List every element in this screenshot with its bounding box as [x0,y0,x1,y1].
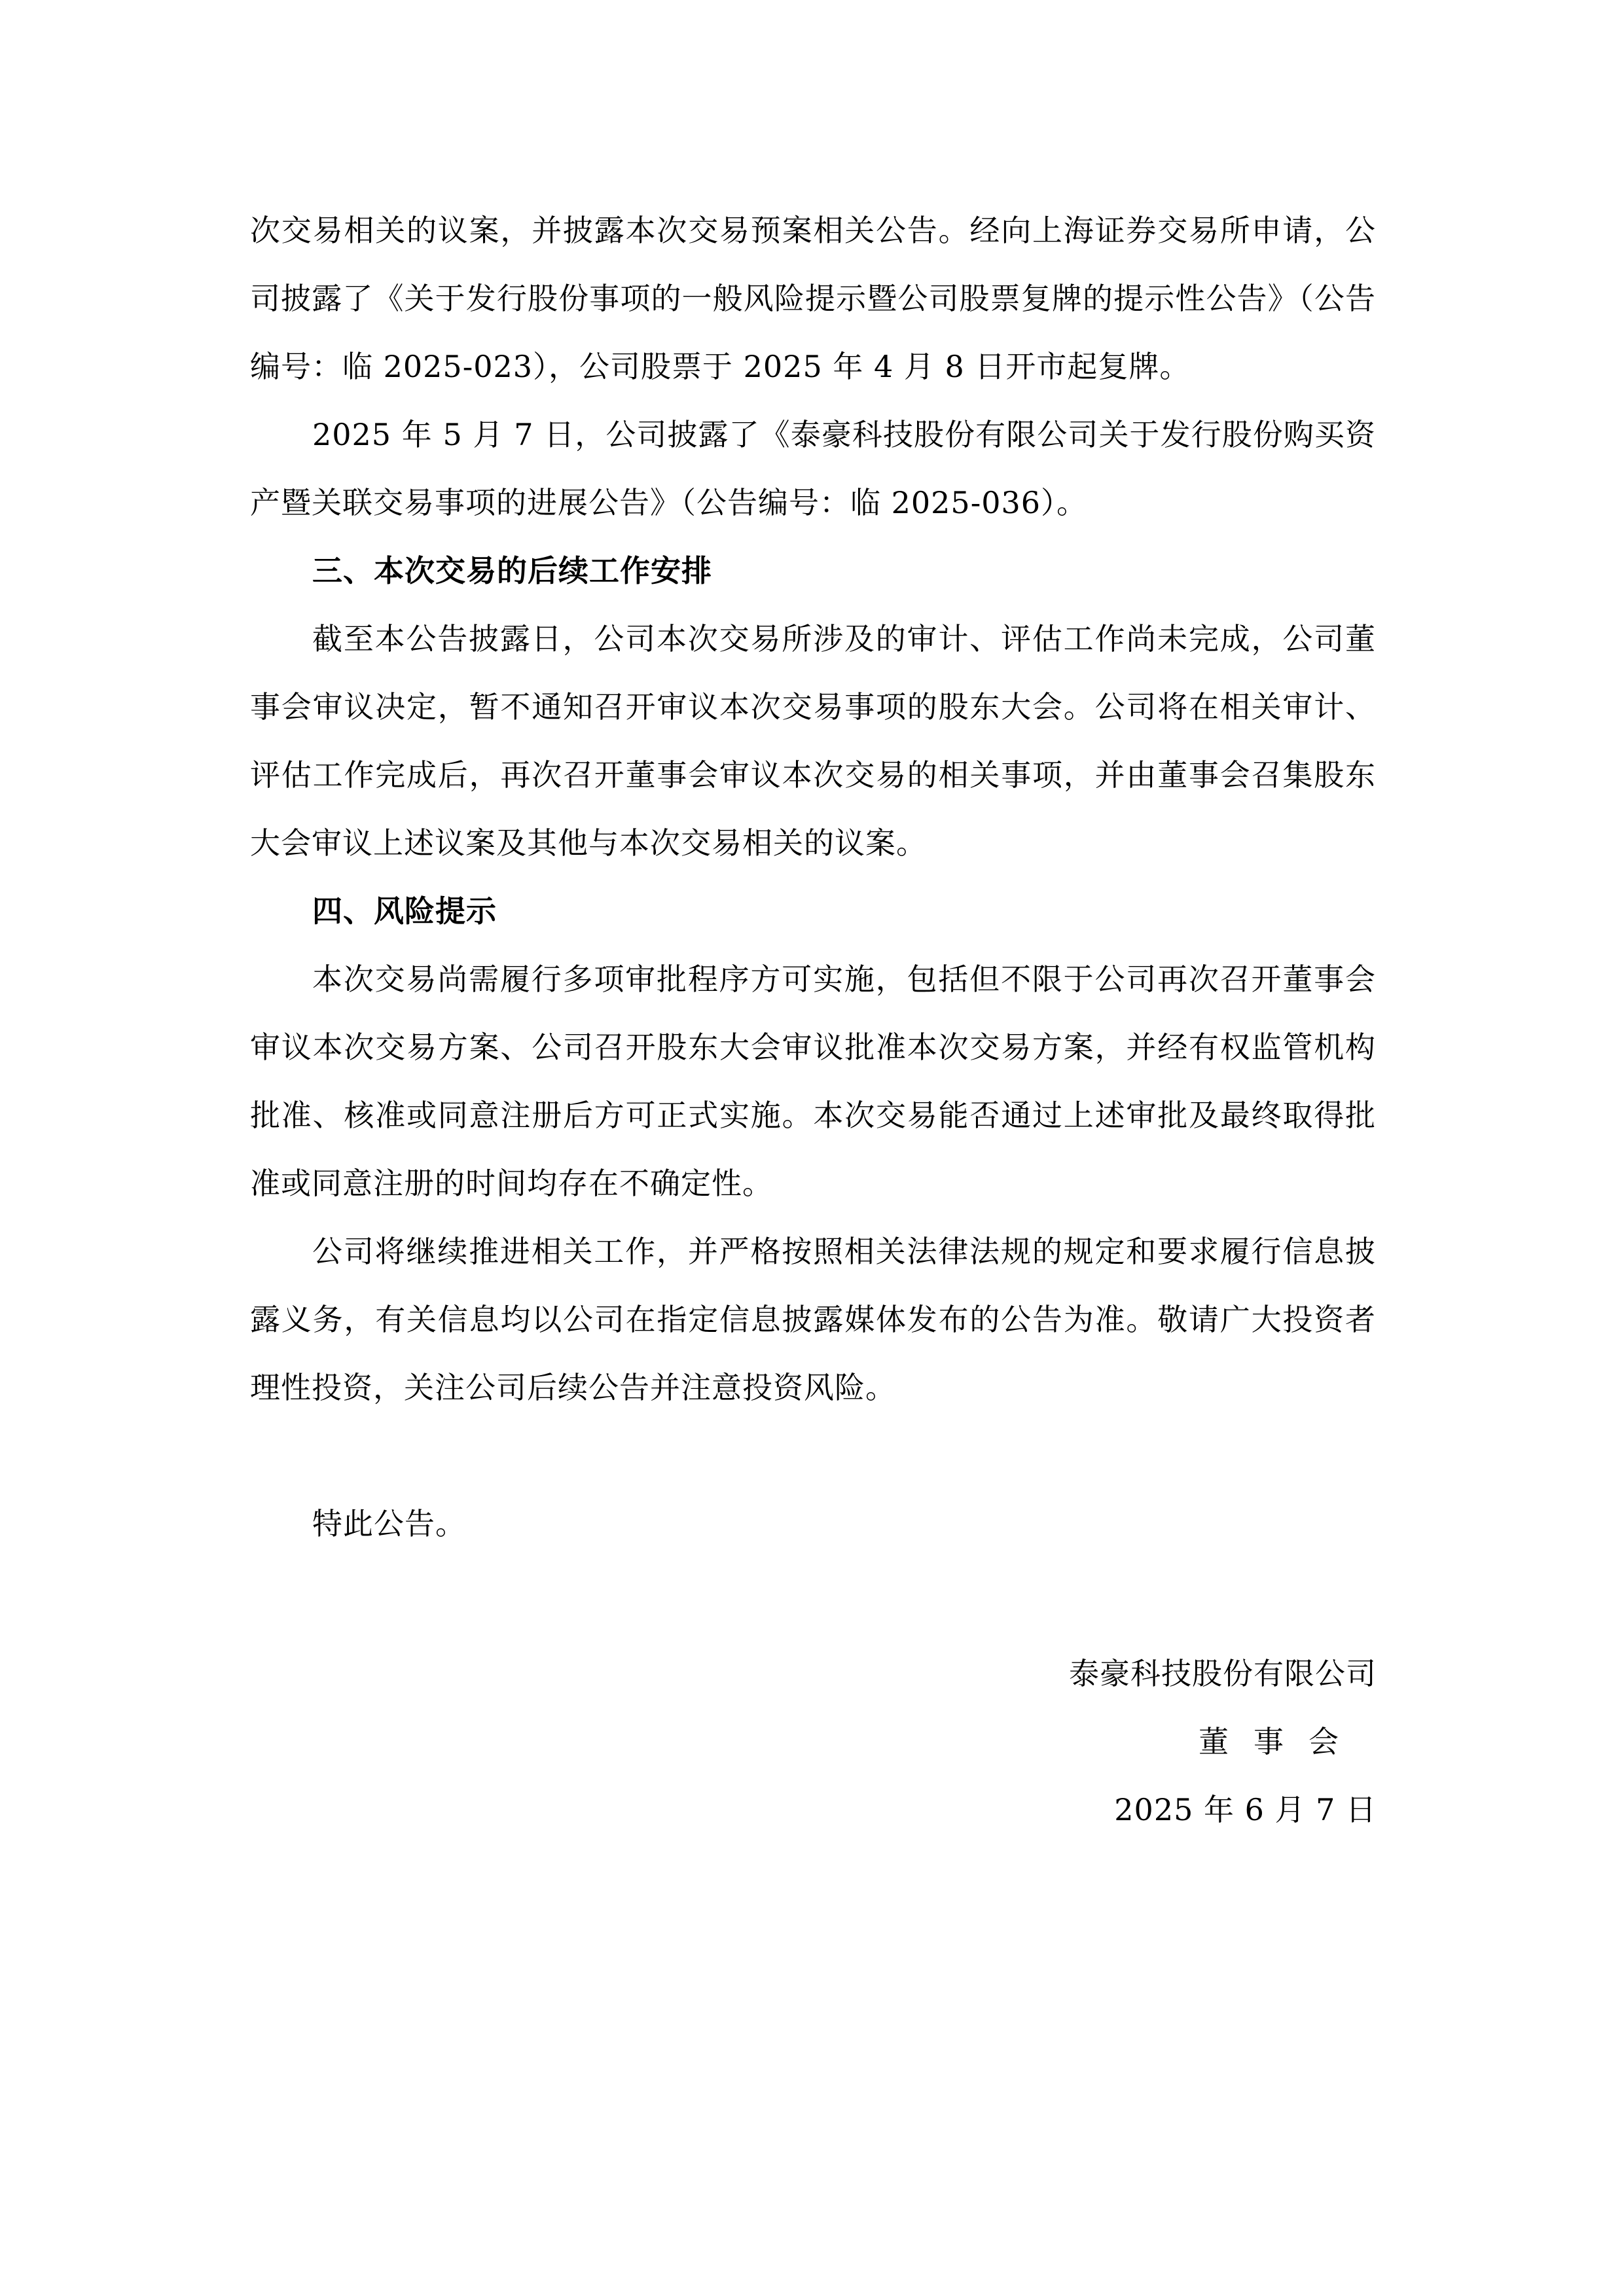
signature-company: 泰豪科技股份有限公司 [1069,1656,1377,1691]
signature-date: 2025 年 6 月 7 日 [1114,1792,1377,1827]
paragraph-may-disclosure: 2025 年 5 月 7 日，公司披露了《泰豪科技股份有限公司关于发行股份购买资产暨关联交易事项的进展公告》（公告编号：临 2025-036）。 [250,417,1376,520]
signature-block [1069,1640,1377,1844]
section-heading-risk: 四、风险提示 [312,893,497,929]
signature-board: 董事会 [1199,1724,1363,1759]
paragraph-risk-approval: 本次交易尚需履行多项审批程序方可实施，包括但不限于公司再次召开董事会审议本次交易方案、公司召开股东大会审议批准本次交易方案，并经有权监管机构批准、核准或同意注册后方可正式实施。本次交易能否通过上述审批及最终取得批准或同意注册的时间均存在不确定性。 [250,961,1376,1201]
paragraph-risk-disclosure: 公司将继续推进相关工作，并严格按照相关法律法规的规定和要求履行信息披露义务，有关信息均以公司在指定信息披露媒体发布的公告为准。敬请广大投资者理性投资，关注公司后续公告并注意投资风险。 [250,1234,1376,1405]
section-heading-follow-up: 三、本次交易的后续工作安排 [312,553,712,588]
closing-statement: 特此公告。 [312,1506,466,1541]
paragraph-continuation: 次交易相关的议案，并披露本次交易预案相关公告。经向上海证券交易所申请，公司披露了《关于发行股份事项的一般风险提示暨公司股票复牌的提示性公告》（公告编号：临 2025-023），公司股票于 2025 年 4 月 8 日开市起复牌。 [250,213,1376,384]
document-body [250,196,1376,1558]
paragraph-follow-up: 截至本公告披露日，公司本次交易所涉及的审计、评估工作尚未完成，公司董事会审议决定，暂不通知召开审议本次交易事项的股东大会。公司将在相关审计、评估工作完成后，再次召开董事会审议本次交易的相关事项，并由董事会召集股东大会审议上述议案及其他与本次交易相关的议案。 [250,621,1376,861]
